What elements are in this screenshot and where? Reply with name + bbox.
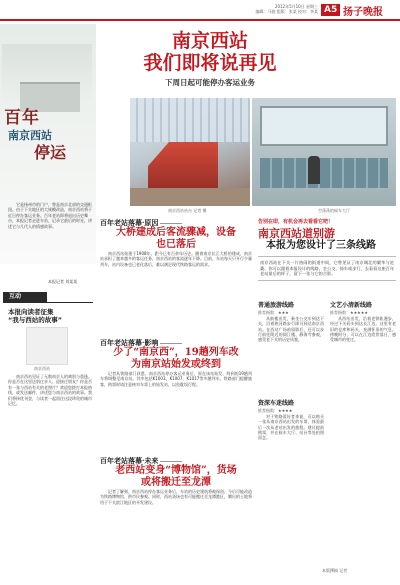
platform-floor bbox=[130, 188, 250, 206]
farewell-intro-box: 南京西站在下关一片热闹的街道中间，它曾见证了南京城北的繁华与沧桑。你可以跟着本报设计的线路，坐公交、骑车或步行，去看看这座百年老站最后的样子，留下一张与它的合影。 bbox=[258, 256, 396, 281]
series-title-line3: 停运 bbox=[34, 143, 67, 162]
series-title bbox=[4, 110, 94, 161]
page-code: A5 bbox=[321, 4, 340, 16]
section-impact-title-text: 百年老站落幕·影响 bbox=[100, 338, 159, 347]
route-normal-body: 从鼓楼出发，乘坐公交车到达下关，沿着热河路步行即可到达南京西站。在西站广场前留影后，还可以步行前往附近的阅江楼、静海寺参观，感受老下关的历史风貌。 bbox=[258, 316, 324, 343]
section-impact-subtitle-line1: 少了“南京西”，19趟列车改 bbox=[113, 347, 239, 358]
route-artsy bbox=[330, 302, 396, 342]
series-title-line2: 南京西站 bbox=[8, 129, 52, 142]
masthead: 扬子晚报 bbox=[343, 7, 383, 18]
route-railfan-title: 资深车迷线路 bbox=[258, 400, 295, 407]
hall-seats bbox=[260, 158, 388, 188]
issue-info bbox=[248, 4, 318, 14]
route-artsy-body: 从西站出发，沿着老铁轨漫步，经过下关码头到达长江边。这里有老旧的仓库和码头，充满怀旧的气息。傍晚时分，可以在江边欣赏落日，感受城市的变迁。 bbox=[330, 316, 396, 343]
section-future-subtitle bbox=[100, 465, 252, 489]
section-future-subtitle-line1: 老西站变身“博物馆”，货场 bbox=[115, 465, 237, 476]
section-future-title bbox=[100, 456, 252, 465]
letter-image bbox=[26, 327, 68, 365]
series-intro: 它是扬州市的门户，曾是南京北部的交通枢纽。由于下关地区的大规模改造，南京西站将于近日停办客运业务。百年老站即将退出历史舞台，本报记者走进车站，记录它最后的时光，讲述它与几代人的情感故事。 bbox=[8, 202, 92, 229]
interaction-headline-line1: 本报向读者征集 bbox=[8, 308, 54, 316]
section-reason-subtitle-line2: 也已落后 bbox=[156, 239, 196, 250]
hall-window bbox=[260, 106, 388, 146]
issue-date: 2012年5月10日 星期三 bbox=[274, 4, 318, 9]
section-impact bbox=[100, 338, 252, 387]
series-title-line1: 百年 bbox=[4, 108, 40, 128]
seated-person bbox=[308, 156, 320, 184]
route-normal-rating: 推荐指数：★★★ bbox=[258, 310, 289, 315]
interaction-headline bbox=[8, 308, 92, 324]
section-future-body: 记者了解到，南京西站停办客运业务后，车站的历史建筑将被保留，今后可能改造为铁路博物馆，供市民参观。同时，西站货场也有可能搬迁至龙潭港区，腾出的土地将用于下关滨江地区的开发建设。 bbox=[100, 489, 252, 505]
route-artsy-rating: 推荐指数：★★★★★ bbox=[330, 310, 368, 315]
section-impact-body: 记者从铁路部门获悉，南京西站停办客运业务后，原在该站始发、终到的19趟列车将调整至南京站。其中包括K1003、K1007、K1017等多趟列车。铁路部门提醒旅客，购票时请注意核对车票上的始发站，以免耽误行程。 bbox=[100, 371, 252, 387]
route-normal-title: 普通旅游线路 bbox=[258, 302, 295, 309]
title-rule bbox=[160, 343, 182, 344]
route-railfan bbox=[258, 400, 324, 440]
platform-canopy bbox=[130, 98, 250, 142]
route-normal bbox=[258, 302, 324, 342]
farewell-headline: 南京西站道别游 bbox=[258, 227, 335, 240]
right-column bbox=[258, 218, 396, 281]
letter-caption: 南京西站 bbox=[34, 366, 50, 371]
interaction-label: 互动 bbox=[3, 292, 47, 302]
section-future-title-text: 百年老站落幕·未来 bbox=[100, 456, 159, 465]
section-future bbox=[100, 456, 252, 505]
interaction-body: 南京西站见证了无数南京人的离别与重逢。你是否在这里送别过亲人、迎接过朋友？你是否有一张与西站有关的老照片？欢迎您拨打本报热线，或发送邮件，讲述您与南京西站的故事。我们将择优刊登，与读者一起留住这段珍贵的城市记忆。 bbox=[8, 374, 92, 407]
section-impact-subtitle-line2: 为南京站始发或终到 bbox=[131, 359, 221, 370]
train-photo bbox=[130, 98, 250, 206]
interaction-headline-line2: “我与西站的故事” bbox=[8, 316, 63, 324]
farewell-subheadline: 本报为您设计了三条线路 bbox=[266, 240, 376, 251]
section-reason bbox=[100, 218, 252, 267]
section-future-subtitle-line2: 或将搬迁至龙潭 bbox=[141, 477, 211, 488]
interaction-rule bbox=[3, 302, 93, 303]
section-reason-subtitle-line1: 大桥建成后客流骤减，设备 bbox=[116, 227, 236, 238]
title-rule bbox=[160, 461, 182, 462]
section-impact-title bbox=[100, 338, 252, 347]
main-headline-line1: 南京西站 bbox=[171, 30, 248, 52]
route-railfan-rating: 推荐指数：★★★★ bbox=[258, 408, 293, 413]
train-photo-caption: 南京西站站台 记者 摄 bbox=[168, 208, 207, 213]
waiting-hall-photo bbox=[252, 98, 396, 206]
series-byline: 本报记者 刘某某 bbox=[48, 279, 78, 284]
main-headline bbox=[100, 30, 320, 74]
main-subheadline: 下周日起可能停办客运业务 bbox=[165, 78, 255, 87]
issue-editors: 编辑：马骏 组版：张某 校对：李某 bbox=[255, 9, 318, 14]
title-rule bbox=[160, 223, 182, 224]
section-reason-subtitle bbox=[100, 227, 252, 251]
section-reason-title bbox=[100, 218, 252, 227]
main-headline-line2: 我们即将说再见 bbox=[143, 52, 277, 74]
section-reason-title-text: 百年老站落幕·原因 bbox=[100, 218, 159, 227]
waiting-photo-caption: 空荡荡的候车大厅 bbox=[318, 208, 350, 213]
section-reason-body: 南京西站始建于1908年，距今已有百余年历史。随着南京长江大桥的建成，南京站承担了越来越多的客运任务，南京西站的客流逐年下降。目前，车站每天只开行少量列车，站内设备也已老化落后，难以满足现代铁路客运的需求。 bbox=[100, 251, 252, 267]
farewell-intro: 告别在即，有机会再去看看它吧！ bbox=[258, 219, 334, 225]
route-railfan-body: 对于铁路爱好者来说，可以购买一张从南京西站出发的车票，体验最后一次从老站出发的旅程。建议提前购票，并在候车大厅、站台等处拍照留念。 bbox=[258, 414, 324, 441]
left-column bbox=[0, 24, 96, 585]
section-impact-subtitle bbox=[100, 347, 252, 371]
page-credit: 本版撰稿 记者 bbox=[322, 568, 348, 573]
route-artsy-title: 文艺小清新线路 bbox=[330, 302, 373, 309]
